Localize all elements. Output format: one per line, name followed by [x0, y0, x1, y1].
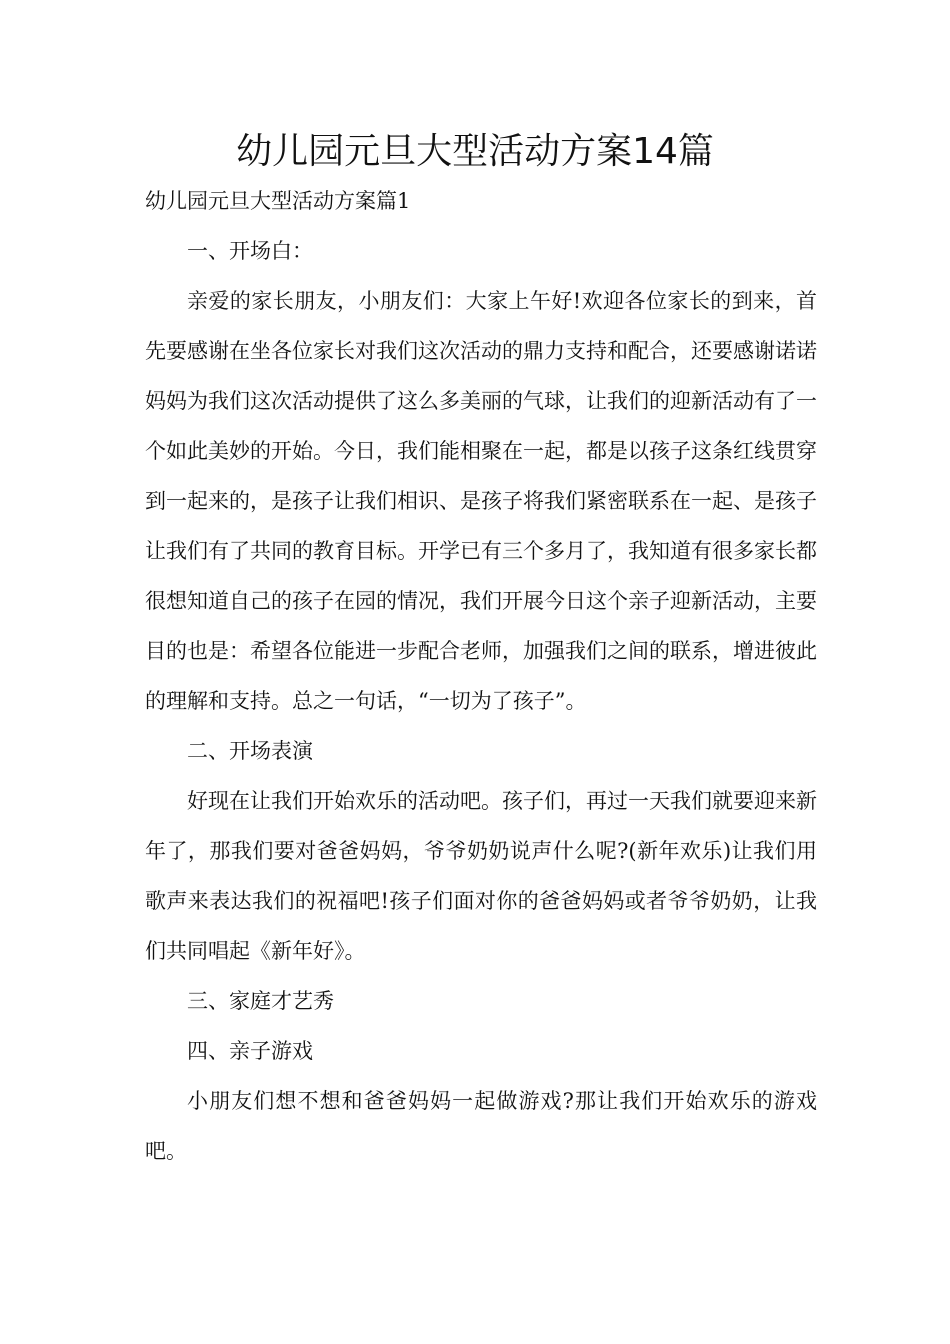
paragraph-opening-speech: 亲爱的家长朋友，小朋友们：大家上午好!欢迎各位家长的到来，首先要感谢在坐各位家长对我们这次活动的鼎力支持和配合，还要感谢诺诺妈妈为我们这次活动提供了这么多美丽的气球，让我们的迎新活动有了一个如此美妙的开始。今日，我们能相聚在一起，都是以孩子这条红线贯穿到一起来的，是孩子让我们相识、是孩子将我们紧密联系在一起、是孩子让我们有了共同的教育目标。开学已有三个多月了，我知道有很多家长都很想知道自己的孩子在园的情况，我们开展今日这个亲子迎新活动，主要目的也是：希望各位能进一步配合老师，加强我们之间的联系，增进彼此的理解和支持。总之一句话，“一切为了孩子”。 — [145, 289, 817, 713]
paragraph-opening-performance: 好现在让我们开始欢乐的活动吧。孩子们，再过一天我们就要迎来新年了，那我们要对爸爸妈妈，爷爷奶奶说声什么呢?(新年欢乐)让我们用歌声来表达我们的祝福吧!孩子们面对你的爸爸妈妈或者爷爷奶奶，让我们共同唱起《新年好》。 — [145, 789, 817, 963]
heading-family-talent-show: 三、家庭才艺秀 — [187, 989, 334, 1013]
heading-opening-speech: 一、开场白： — [187, 239, 313, 263]
heading-parent-child-games: 四、亲子游戏 — [187, 1039, 313, 1063]
section-subtitle: 幼儿园元旦大型活动方案篇1 — [145, 189, 411, 213]
heading-opening-performance: 二、开场表演 — [187, 739, 313, 763]
paragraph-parent-child-games: 小朋友们想不想和爸爸妈妈一起做游戏?那让我们开始欢乐的游戏吧。 — [145, 1089, 817, 1163]
document-body — [145, 226, 817, 1176]
document-title: 幼儿园元旦大型活动方案14篇 — [236, 131, 714, 172]
